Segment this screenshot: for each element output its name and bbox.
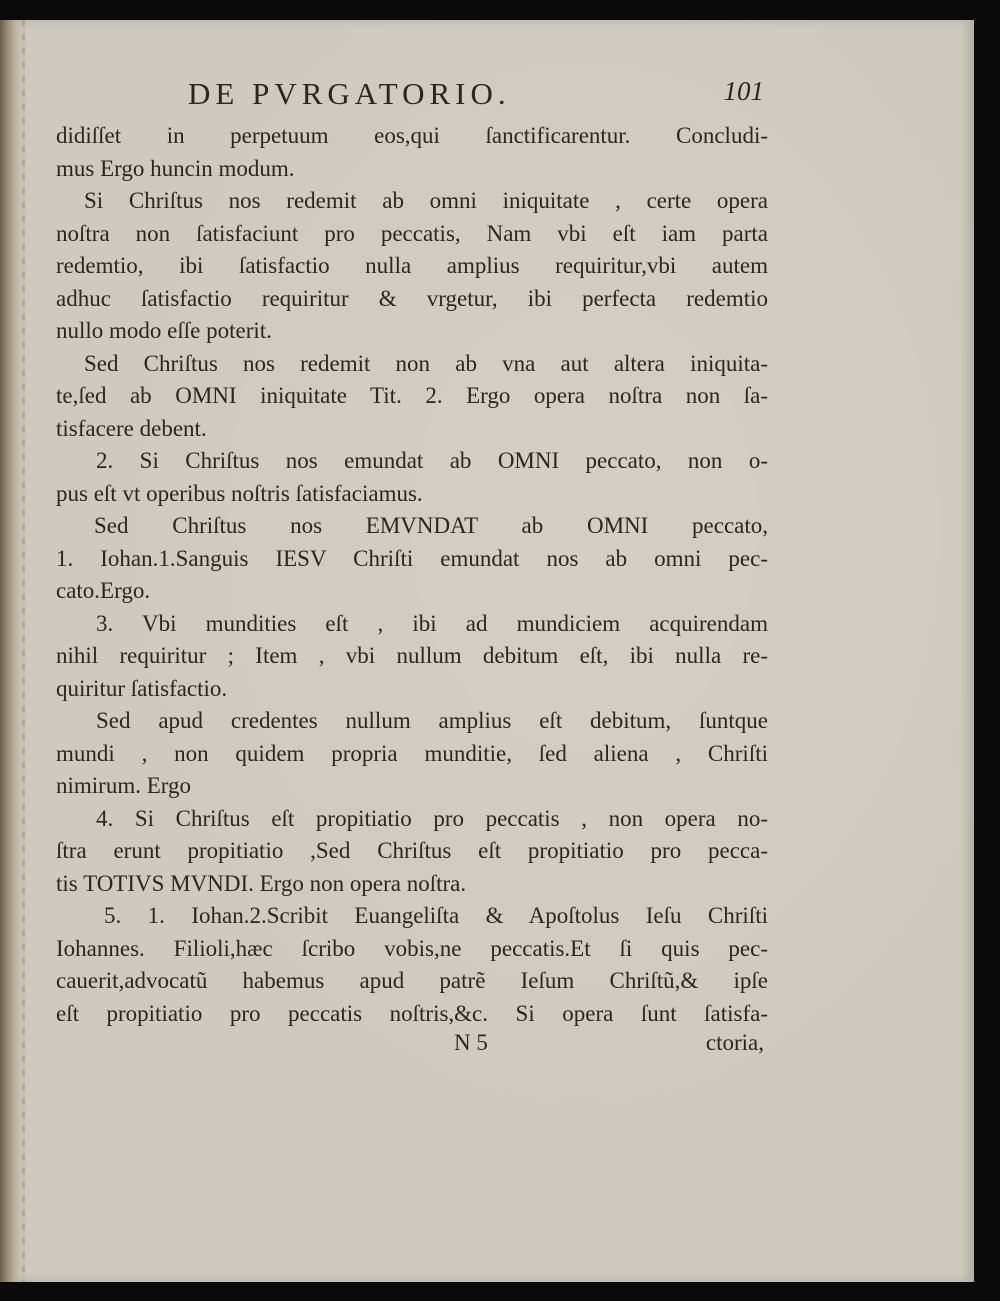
text-line: cauerit,advocatũ habemus apud patrẽ Ieſum Chriſtũ,& ipſe	[56, 968, 768, 993]
text-line: 4. Si Chriſtus eſt propitiatio pro peccatis , non opera no-	[96, 805, 768, 831]
text-line: ſtra erunt propitiatio ,Sed Chriſtus eſt propitiatio pro pecca-	[56, 838, 768, 863]
text-line: Si Chriſtus nos redemit ab omni iniquitate , certe opera	[84, 188, 768, 213]
text-line: pus eſt vt operibus noſtris ſatisfaciamus.	[56, 480, 423, 506]
page-number: 101	[723, 76, 764, 106]
text-line: nihil requiritur ; Item , vbi nullum debitum eſt, ibi nulla re-	[56, 643, 768, 668]
text-line: 2. Si Chriſtus nos emundat ab OMNI peccato, non o-	[96, 448, 768, 473]
text-line: Sed apud credentes nullum amplius eſt debitum, ſuntque	[96, 708, 768, 733]
text-line: nimirum. Ergo	[56, 773, 192, 798]
page-binding-edge	[0, 20, 22, 1282]
text-line: noſtra non ſatisfaciunt pro peccatis, Nam vbi eſt iam parta	[56, 220, 768, 246]
running-head	[56, 70, 768, 120]
signature-mark: N 5	[454, 1030, 488, 1055]
catchword: ctoria,	[705, 1030, 764, 1055]
text-line: tisfacere debent.	[56, 415, 207, 441]
text-line: mundi , non quidem propria munditie, ſed aliena , Chriſti	[56, 740, 768, 766]
text-line: eſt propitiatio pro peccatis noſtris,&c. Si opera ſunt ſatisfa-	[56, 1000, 768, 1026]
page-footer	[56, 1030, 768, 1064]
text-line: mus Ergo huncin modum.	[56, 155, 295, 181]
text-line: te,ſed ab OMNI iniquitate Tit. 2. Ergo opera noſtra non ſa-	[56, 383, 768, 408]
text-line: 1. Iohan.1.Sanguis IESV Chriſti emundat nos ab omni pec-	[56, 545, 768, 571]
text-line: tis TOTIVS MVNDI. Ergo non opera noſtra.	[56, 870, 467, 896]
text-line: nullo modo eſſe poterit.	[56, 318, 272, 343]
text-line: redemtio, ibi ſatisfactio nulla amplius requiritur,vbi autem	[56, 253, 768, 278]
text-line: cato.Ergo.	[56, 578, 151, 603]
text-line: 5. 1. Iohan.2.Scribit Euangeliſta & Apoſtolus Ieſu Chriſti	[104, 903, 768, 928]
text-line: quiritur ſatisfactio.	[56, 675, 228, 701]
text-line: 3. Vbi mundities eſt , ibi ad mundiciem acquirendam	[96, 610, 768, 636]
page-text-block	[56, 70, 768, 1064]
text-line: Sed Chriſtus nos redemit non ab vna aut altera iniquita-	[84, 350, 768, 376]
text-line: Sed Chriſtus nos EMVNDAT ab OMNI peccato,	[94, 513, 768, 538]
running-title: DE PVRGATORIO.	[188, 76, 511, 111]
page-gutter-strip	[22, 20, 25, 1282]
text-line: didiſſet in perpetuum eos,qui ſanctificarentur. Concludi-	[56, 123, 768, 148]
text-line: Iohannes. Filioli,hæc ſcribo vobis,ne peccatis.Et ſi quis pec-	[56, 935, 768, 961]
text-line: adhuc ſatisfactio requiritur & vrgetur, ibi perfecta redemtio	[56, 285, 768, 311]
